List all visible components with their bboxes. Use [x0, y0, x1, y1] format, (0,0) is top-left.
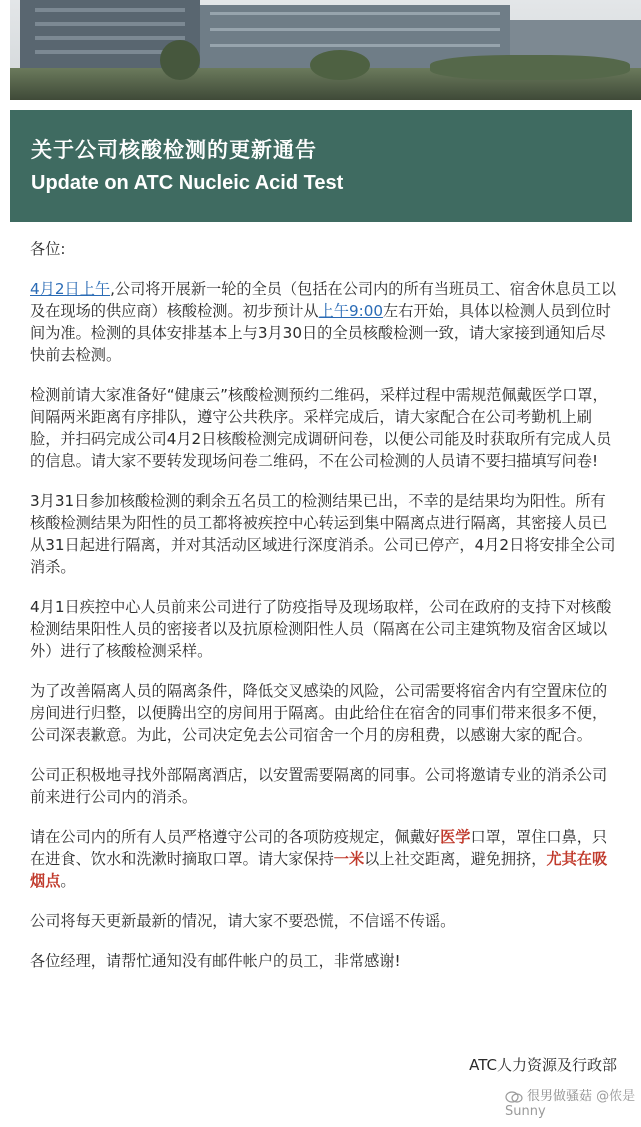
paragraph-7: 请在公司内的所有人员严格遵守公司的各项防疫规定，佩戴好医学口罩，罩住口鼻，只在进食、饮水和洗漱时摘取口罩。请大家保持一米以上社交距离，避免拥挤，尤其在吸烟点。: [30, 828, 608, 890]
paragraph-3: 3月31日参加核酸检测的剩余五名员工的检测结果已出，不幸的是结果均为阳性。所有核酸检测结果为阳性的员工都将被疾控中心转运到集中隔离点进行隔离，其密接人员已从31日起进行隔离，并对其活动区域进行深度消杀。公司已停产，4月2日将安排全公司消杀。: [30, 492, 616, 576]
paragraph-9: 各位经理，请帮忙通知没有邮件帐户的员工，非常感谢!: [30, 952, 401, 970]
signature: ATC人力资源及行政部: [469, 1056, 617, 1074]
notice-body: [30, 238, 618, 990]
paragraph-5: 为了改善隔离人员的隔离条件，降低交叉感染的风险，公司需要将宿舍内有空置床位的房间进行归整，以便腾出空的房间用于隔离。由此给住在宿舍的同事们带来很多不便，公司深表歉意。为此，公司决定免去公司宿舍一个月的房租费，以感谢大家的配合。: [30, 682, 608, 744]
paragraph-2: 检测前请大家准备好“健康云”核酸检测预约二维码，采样过程中需规范佩戴医学口罩，间隔两米距离有序排队，遵守公共秩序。采样完成后，请大家配合在公司考勤机上刷脸，并扫码完成公司4月2日核酸检测完成调研问卷，以便公司能及时获取所有完成人员的信息。请大家不要转发现场问卷二维码，不在公司检测的人员请不要扫描填写问卷!: [30, 386, 612, 470]
title-en: Update on ATC Nucleic Acid Test: [31, 172, 344, 194]
date-link[interactable]: 4月2日上午: [30, 280, 111, 298]
highlight-medical: 医学: [440, 828, 471, 846]
paragraph-4: 4月1日疾控中心人员前来公司进行了防疫指导及现场取样，公司在政府的支持下对核酸检测结果阳性人员的密接者以及抗原检测阳性人员（隔离在公司主建筑物及宿舍区域以外）进行了核酸检测采样。: [30, 598, 612, 660]
highlight-smoking-area: 尤其在吸烟点: [30, 850, 608, 890]
paragraph-8: 公司将每天更新最新的情况，请大家不要恐慌，不信谣不传谣。: [30, 912, 456, 930]
highlight-one-meter: 一米: [333, 850, 365, 868]
paragraph-1: 4月2日上午,公司将开展新一轮的全员（包括在公司内的所有当班员工、宿舍休息员工以及在现场的供应商）核酸检测。初步预计从上午9:00左右开始，具体以检测人员到位时间为准。检测的具体安排基本上与3月30日的全员核酸检测一致，请大家接到通知后尽快前去检测。: [30, 280, 617, 364]
header-photo: [10, 0, 641, 100]
greeting: 各位:: [30, 240, 66, 258]
time-link[interactable]: 上午9:00: [318, 302, 384, 320]
watermark-account: 很男做骚菇: [527, 1089, 593, 1104]
paragraph-6: 公司正积极地寻找外部隔离酒店，以安置需要隔离的同事。公司将邀请专业的消杀公司前来进行公司内的消杀。: [30, 766, 608, 806]
watermark: [505, 1085, 641, 1119]
watermark-handle: @侬是Sunny: [505, 1089, 636, 1119]
title-cn: 关于公司核酸检测的更新通告: [31, 138, 317, 162]
title-banner: [10, 110, 632, 222]
wechat-icon: [505, 1091, 523, 1103]
